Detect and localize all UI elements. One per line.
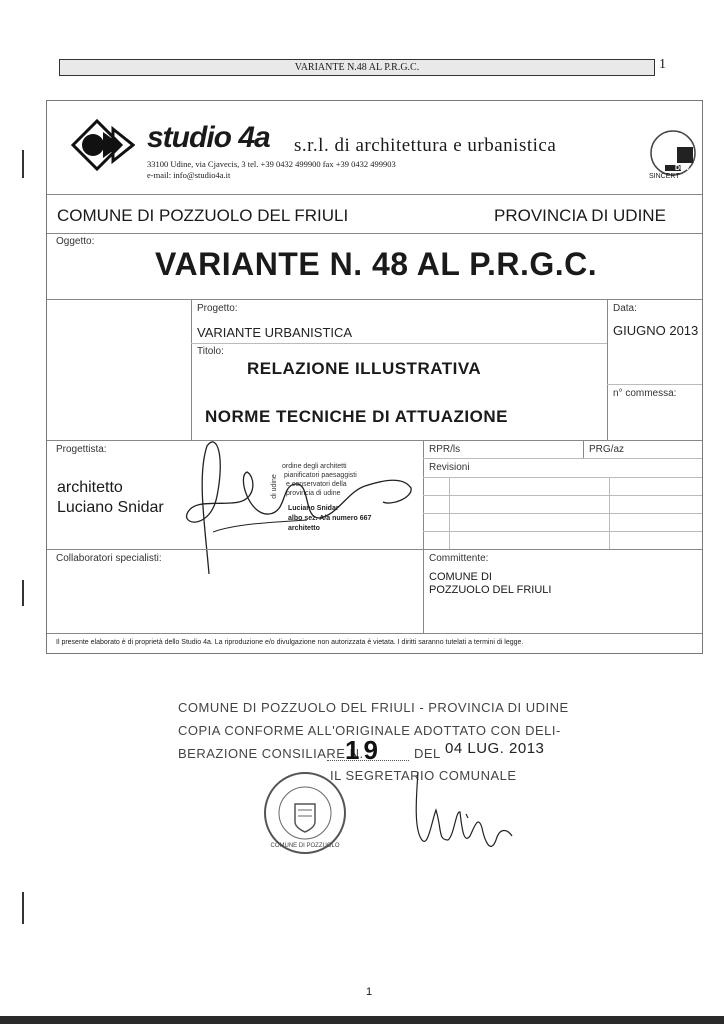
project-label: Progetto: — [197, 303, 238, 314]
certification-line3-prefix: BERAZIONE CONSILIARE N. — [178, 746, 364, 761]
rpr-code: RPR/ls — [429, 444, 461, 455]
page-number: 1 — [366, 986, 373, 998]
titolo-label: Titolo: — [197, 346, 224, 357]
designer-role: architetto — [57, 479, 123, 496]
subject-title: VARIANTE N. 48 AL P.R.G.C. — [155, 246, 598, 282]
municipality-name: COMUNE DI POZZUOLO DEL FRIULI — [57, 206, 349, 225]
certification-label: SINCERT — [649, 173, 680, 180]
title-block — [46, 100, 703, 654]
subject-label: Oggetto: — [56, 236, 95, 247]
property-notice: Il presente elaborato è di proprietà dello Studio 4a. La riproduzione e/o divulgazione non autorizzata è vietata. I diritti saranno tutelati a termini di legge. — [56, 639, 524, 646]
titolo-line2: NORME TECNICHE DI ATTUAZIONE — [205, 407, 508, 426]
firm-email: e-mail: info@studio4a.it — [147, 170, 231, 180]
certification-number: 19 — [345, 735, 382, 765]
number-dotted-line — [327, 760, 409, 761]
certification-date: 04 LUG. 2013 — [445, 740, 545, 757]
province-name: PROVINCIA DI UDINE — [494, 206, 666, 225]
order-stamp: ordine degli architetti pianificatori paesaggisti e conservatori della provincia di udine Luciano Snidar albo sez. A/a numero 667 architetto di udine — [270, 463, 372, 532]
running-header-title: VARIANTE N.48 AL P.R.G.C. — [59, 59, 655, 76]
certification-line1: COMUNE DI POZZUOLO DEL FRIULI - PROVINCIA DI UDINE — [178, 700, 569, 715]
client-label: Committente: — [429, 553, 489, 564]
project-value: VARIANTE URBANISTICA — [197, 325, 353, 340]
date-value: GIUGNO 2013 — [613, 323, 699, 338]
collaborators-label: Collaboratori specialisti: — [56, 553, 162, 564]
scan-edge-mark — [22, 150, 24, 178]
certification-date-prefix: DEL — [414, 746, 441, 761]
scan-edge-mark — [22, 892, 24, 924]
studio-logo-text: studio 4a — [147, 121, 270, 154]
scan-bottom-edge — [0, 1016, 724, 1024]
designer-name: Luciano Snidar — [57, 499, 164, 516]
firm-address: 33100 Udine, via Cjavecis, 3 tel. +39 0432 499900 fax +39 0432 499903 — [147, 159, 396, 169]
scan-edge-mark — [22, 580, 24, 606]
municipal-seal: COMUNE DI POZZUOLO — [262, 770, 348, 856]
running-header-page: 1 — [659, 57, 666, 72]
client-line2: POZZUOLO DEL FRIULI — [429, 584, 552, 596]
studio-logo-icon — [69, 115, 135, 175]
commessa-label: n° commessa: — [613, 388, 677, 399]
date-label: Data: — [613, 303, 637, 314]
designer-signature — [177, 436, 417, 576]
secretary-signature — [408, 770, 528, 860]
client-line1: COMUNE DI — [429, 571, 492, 583]
revisions-label: Revisioni — [429, 462, 470, 473]
titolo-line1: RELAZIONE ILLUSTRATIVA — [247, 359, 482, 378]
certification-line2: COPIA CONFORME ALL'ORIGINALE ADOTTATO CON DELI- — [178, 723, 561, 738]
prg-code: PRG/az — [589, 444, 625, 455]
certification-secretary: IL SEGRETARIO COMUNALE — [330, 768, 517, 783]
designer-label: Progettista: — [56, 444, 107, 455]
firm-legal-name: s.r.l. di architettura e urbanistica — [294, 135, 557, 156]
certification-dnv: DNV — [675, 165, 690, 172]
